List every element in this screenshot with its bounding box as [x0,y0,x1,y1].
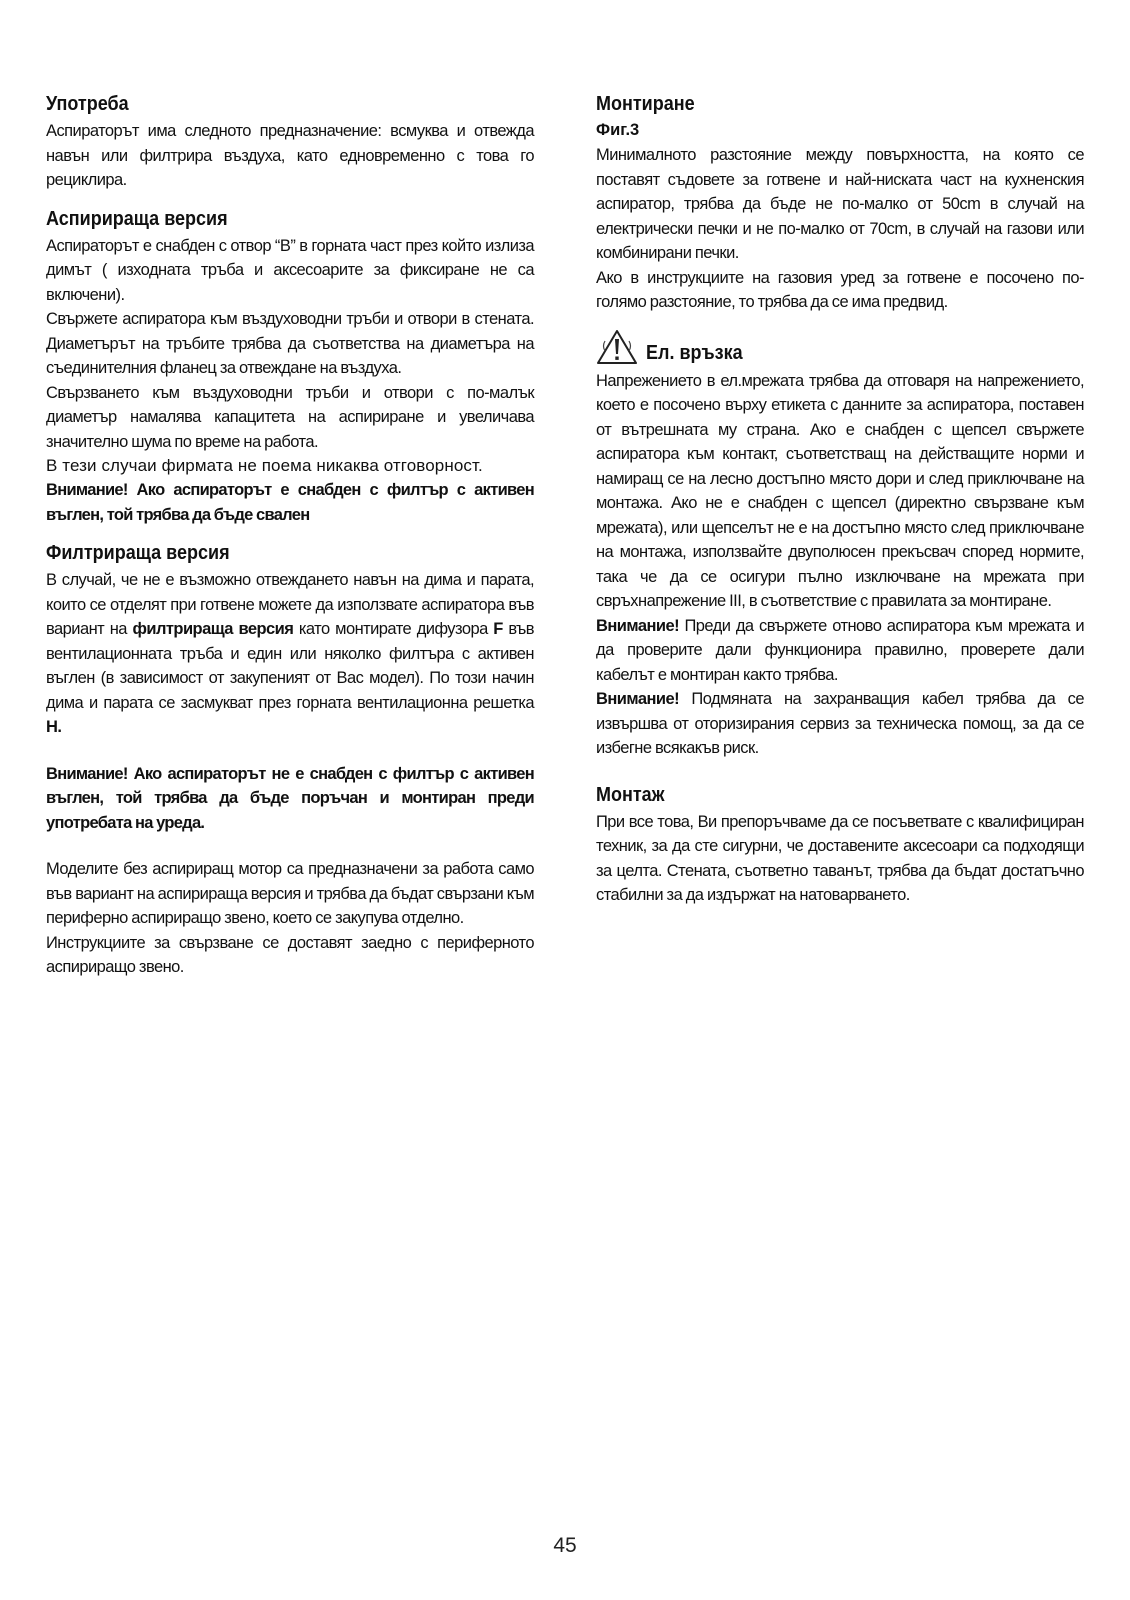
grille-label: H. [46,718,62,736]
warning-triangle-icon [596,329,638,365]
electrical-warning-1 [596,614,1084,688]
page-number: 45 [553,1534,577,1557]
extraction-warning: Внимание! Ако аспираторът е снабден с филтър с активен въглен, той трябва да бъде свален [46,481,534,524]
electrical-heading: Ел. връзка [646,341,743,364]
electrical-heading-row [596,329,1084,365]
installation-paragraph-1: При все това, Ви препоръчваме да се посъветвате с квалифициран техник, за да сте сигурни, че доставените аксесоари са подходящи за целта. Стената, съответно таванът, трябва да бъдат достатъчно стабилни за да издържат на натоварването. [596,812,1084,904]
filtering-paragraph-1 [46,568,534,740]
installation-heading: Монтаж [596,783,665,806]
usage-text: Аспираторът има следното предназначение: всмуква и отвежда навън или филтрира въздуха, като едновременно с това го рециклира. [46,122,534,189]
mounting-paragraph-2: Ако в инструкциите на газовия уред за готвене е посочено по-голямо разстояние, то трябва да се има предвид. [596,268,1084,311]
filtering-section [46,541,534,980]
extraction-disclaimer: В тези случаи фирмата не поема никаква отговорност. [46,456,483,475]
filtering-text-c: като монтирате дифузора [293,620,494,638]
extraction-paragraph-2: Свържете аспиратора към въздуховодни тръби и отвори в стената. Диаметърът на тръбите трябва да съответства на диаметъра на съединителния фланец за отвеждане на въздуха. [46,310,534,377]
installation-section [596,783,1084,908]
diffuser-label: F [493,620,503,638]
electrical-warning-2 [596,687,1084,761]
filtering-text-a: В случай, че не е възможно отвеждането навън на дима и парата, които се отделят при готвене можете да използвате аспиратора във вариант на [46,571,534,638]
extraction-paragraph-3: Свързването към въздуховодни тръби и отвори с по-малък диаметър намалява капацитета на аспириране и увеличава значително шума по време на работа. [46,383,534,451]
figure-reference: Фиг.3 [596,121,640,139]
mounting-section [596,92,1084,315]
filtering-paragraph-2: Моделите без аспириращ мотор са предназначени за работа само във вариант на аспирираща версия и трябва да бъдат свързани към периферно аспириращо звено, което се закупува отделно. [46,860,534,927]
filtering-paragraph-3: Инструкциите за свързване се доставят заедно с периферното аспириращо звено. [46,933,534,976]
mounting-paragraph-1: Минималното разстояние между повърхността, на която се поставят съдовете за готвене и най-ниската част на кухненския аспиратор, трябва да бъде не по-малко от 50cm в случай на електрически печки и не по-малко от 70cm, в случай на газови или комбинирани печки. [596,146,1084,262]
extraction-section [46,207,534,528]
extraction-heading: Аспирираща версия [46,207,228,230]
warning-1-label: Внимание! [596,616,680,635]
filtering-heading: Филтрираща версия [46,542,230,564]
left-column [46,92,534,980]
electrical-section [596,329,1084,761]
usage-section [46,92,534,193]
mounting-heading: Монтиране [596,93,695,115]
warning-2-label: Внимание! [596,690,680,708]
extraction-paragraph-1: Аспираторът е снабден с отвор “B” в горната част през който излиза димът ( изходната тръба и аксесоарите за фиксиране не са включени). [46,236,534,304]
filtering-version-emphasis: филтрираща версия [132,620,294,638]
right-column [596,92,1084,908]
filtering-warning: Внимание! Ако аспираторът не е снабден с филтър с активен въглен, той трябва да бъде поръчан и монтиран преди употребата на уреда. [46,764,534,832]
warning-2-text: Подмяната на захранващия кабел трябва да се извършва от оторизирания сервиз за техническа помощ, за да се избегне всякакъв риск. [596,690,1084,757]
electrical-paragraph-1: Напрежението в ел.мрежата трябва да отговаря на напрежението, което е посочено върху етикета с данните за аспиратора, поставен от вътрешната му страна. Ако е снабден с щепсел свържете аспиратора към контакт, съответстващ на действащите норми и намиращ се на лесно достъпно място дори и след приключване на монтажа. Ако не е снабден с щепсел (директно свързване към мрежата), или щепселът не е на достъпно място след приключване на монтажа, използвайте двуполюсен прекъсвач според нормите, така че да се осигури пълно изключване на мрежата при свръхнапрежение III, в съответствие с правилата за монтиране. [596,371,1084,610]
usage-heading: Употреба [46,93,129,115]
warning-1-text: Преди да свържете отново аспиратора към мрежата и да проверите дали функционира правилно, проверете дали кабелът е монтиран както трябва. [596,616,1084,684]
filtering-text-e: във вентилационната тръба и един или няколко филтъра с активен въглен (в зависимост от закупеният от Вас модел). По този начин дима и парата се засмукват през горната вентилационна решетка [46,620,535,712]
